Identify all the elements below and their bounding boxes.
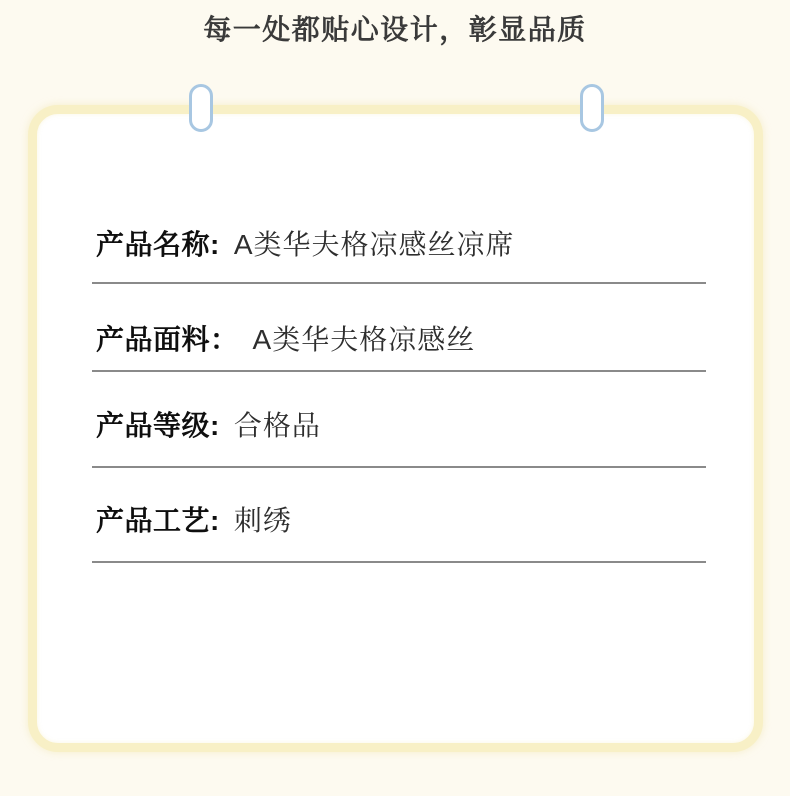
spec-value-product-name: A类华夫格凉感丝凉席 <box>233 229 515 260</box>
binder-clip-right-icon <box>580 84 604 132</box>
page-title: 每一处都贴心设计，彰显品质 <box>203 14 587 45</box>
binder-clip-left-icon <box>189 84 213 132</box>
spec-label-product-name: 产品名称: <box>96 229 220 260</box>
spec-value-product-fabric: A类华夫格凉感丝 <box>252 324 476 355</box>
spec-value-product-craft: 刺绣 <box>233 505 292 536</box>
spec-row-product-grade <box>92 372 706 468</box>
spec-list <box>92 114 706 563</box>
product-spec-card <box>28 105 763 752</box>
spec-row-product-fabric <box>92 284 706 372</box>
spec-label-product-craft: 产品工艺: <box>96 505 220 536</box>
spec-value-product-grade: 合格品 <box>233 410 321 441</box>
spec-row-product-name <box>92 114 706 284</box>
spec-label-product-fabric: 产品面料： <box>96 324 239 355</box>
spec-label-product-grade: 产品等级: <box>96 410 220 441</box>
spec-row-product-craft <box>92 468 706 563</box>
